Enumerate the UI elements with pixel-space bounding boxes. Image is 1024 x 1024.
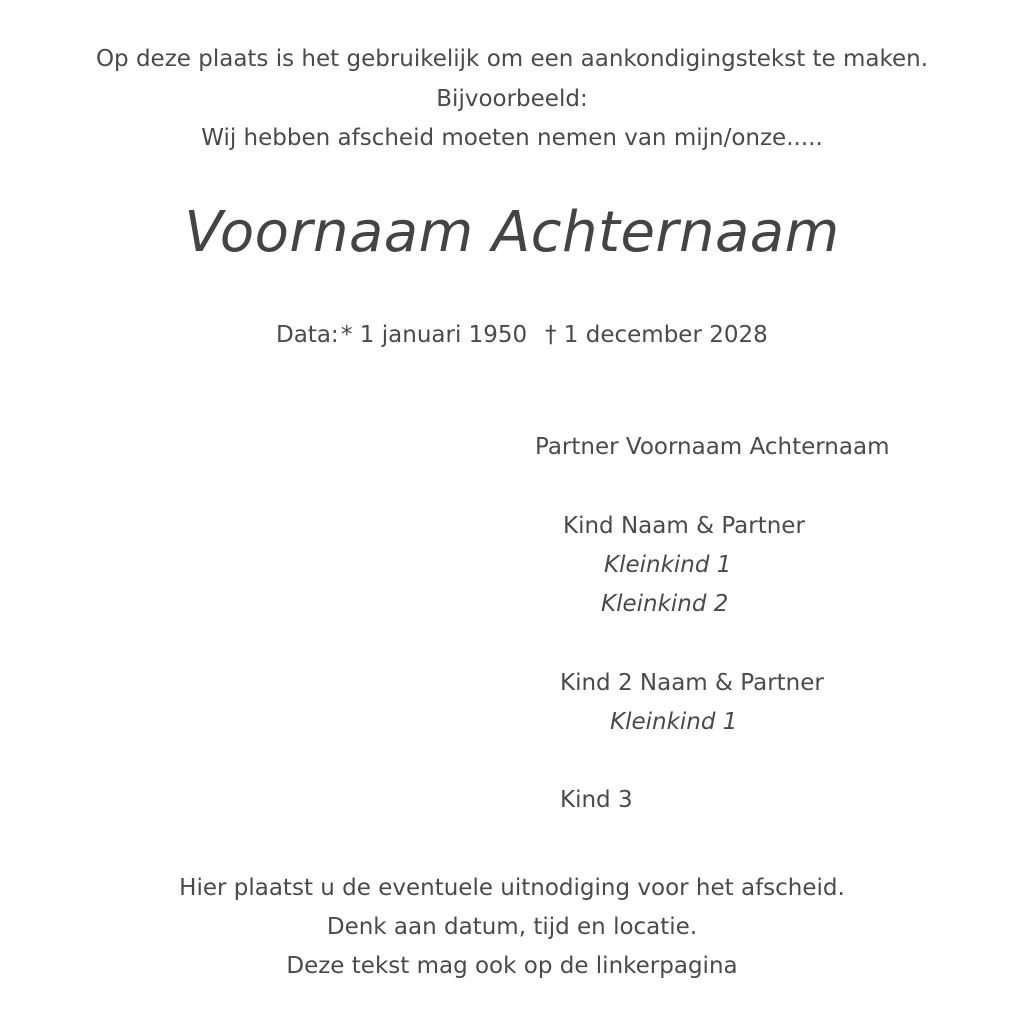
invitation-line-1: Hier plaatst u de eventuele uitnodiging voor het afscheid. bbox=[179, 875, 845, 901]
deceased-name: Voornaam Achternaam bbox=[184, 200, 840, 265]
child-1-grandchild-1: Kleinkind 1 bbox=[604, 552, 732, 578]
dates-row bbox=[0, 320, 1024, 352]
intro-line-2: Bijvoorbeeld: bbox=[436, 86, 588, 112]
dates-label: Data: bbox=[276, 322, 339, 348]
invitation-line-2: Denk aan datum, tijd en locatie. bbox=[326, 914, 698, 940]
child-1-name: Kind Naam & Partner bbox=[563, 513, 805, 539]
invitation-line-3: Deze tekst mag ook op de linkerpagina bbox=[286, 953, 738, 979]
child-2-grandchild-1: Kleinkind 1 bbox=[610, 709, 738, 735]
child-3-name: Kind 3 bbox=[560, 787, 633, 813]
child-2-name: Kind 2 Naam & Partner bbox=[560, 670, 824, 696]
intro-line-1: Op deze plaats is het gebruikelijk om een aankondigingstekst te maken. bbox=[95, 46, 929, 72]
intro-line-3: Wij hebben afscheid moeten nemen van mijn/onze..... bbox=[201, 125, 823, 151]
death-date: † 1 december 2028 bbox=[545, 322, 768, 348]
birth-date: * 1 januari 1950 bbox=[341, 322, 528, 348]
partner-name: Partner Voornaam Achternaam bbox=[535, 434, 890, 460]
child-1-grandchild-2: Kleinkind 2 bbox=[601, 591, 729, 617]
